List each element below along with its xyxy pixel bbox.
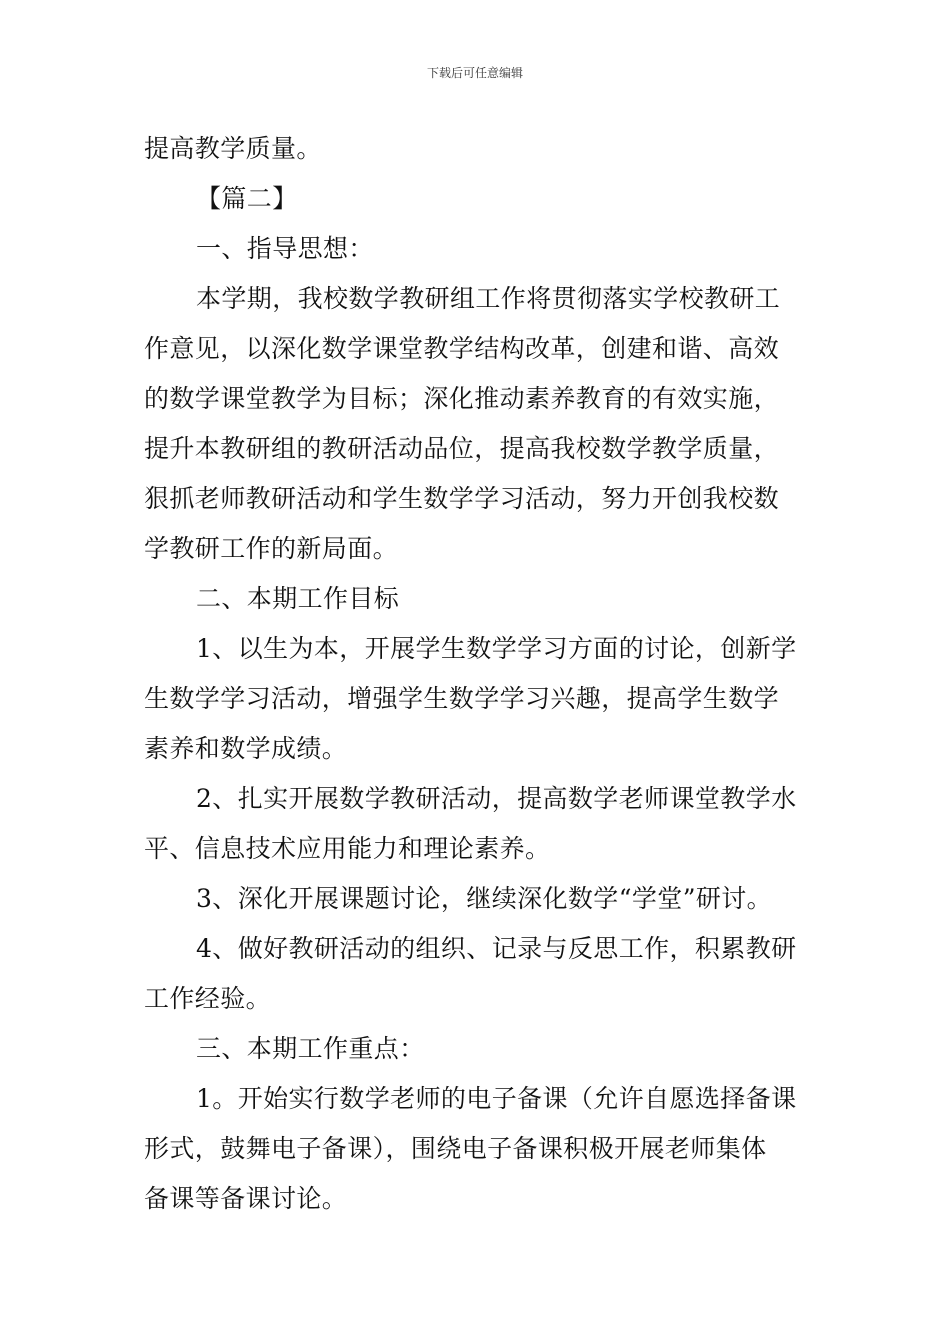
text-line: 提高教学质量。 [144,134,322,163]
document-body [144,124,816,1224]
text-line: 备课等备课讨论。 [144,1184,348,1213]
text-line: 平、信息技术应用能力和理论素养。 [144,834,551,863]
text-line: 生数学学习活动，增强学生数学学习兴趣，提高学生数学 [144,684,780,713]
text-line: 素养和数学成绩。 [144,734,348,763]
text-line: 形式，鼓舞电子备课），围绕电子备课积极开展老师集体 [144,1134,767,1163]
text-line: 提升本教研组的教研活动品位，提高我校数学教学质量， [144,434,780,463]
text-line: 4、做好教研活动的组织、记录与反思工作，积累教研 [196,934,797,963]
page-header: 下载后可任意编辑 [426,66,523,80]
text-line: 工作经验。 [144,984,272,1013]
section-heading: 三、本期工作重点： [196,1034,425,1063]
text-line: 学教研工作的新局面。 [144,534,399,563]
text-line: 2、扎实开展数学教研活动，提高数学老师课堂教学水 [196,784,797,813]
text-line: 的数学课堂教学为目标；深化推动素养教育的有效实施， [144,384,780,413]
section-heading: 一、指导思想： [196,234,374,263]
text-line: 1。开始实行数学老师的电子备课（允许自愿选择备课 [196,1084,797,1113]
section-heading: 二、本期工作目标 [196,584,400,613]
text-line: 狠抓老师教研活动和学生数学学习活动，努力开创我校数 [144,484,780,513]
text-line: 3、深化开展课题讨论，继续深化数学“学堂”研讨。 [196,884,773,913]
text-line: 本学期，我校数学教研组工作将贯彻落实学校教研工 [196,284,781,313]
section-heading: 【篇二】 [196,184,298,213]
text-line: 1、以生为本，开展学生数学学习方面的讨论，创新学 [196,634,797,663]
text-line: 作意见，以深化数学课堂教学结构改革，创建和谐、高效 [144,334,780,363]
